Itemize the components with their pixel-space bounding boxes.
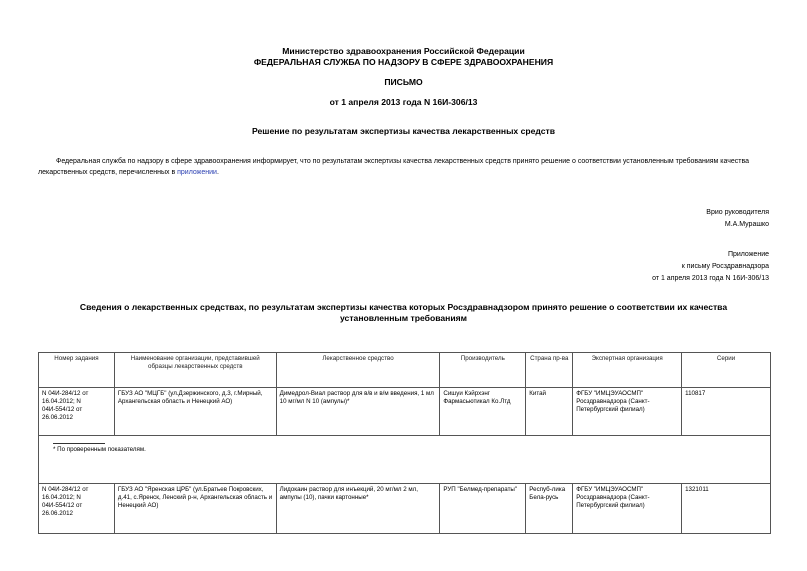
document-date-number: от 1 апреля 2013 года N 16И-306/13: [329, 97, 478, 107]
body-paragraph: [38, 156, 771, 178]
body-text-end: .: [216, 169, 219, 176]
footnote-text: * По проверенным показателям.: [53, 446, 146, 453]
cell-expert: ФГБУ "ИМЦЭУАОСМП" Росздравнадзора (Санкт-Петербургский филиал): [573, 388, 682, 436]
ministry-name: Министерство здравоохранения Российской Федерации: [282, 46, 525, 56]
drugs-table: [38, 352, 771, 534]
appendix-title: Сведения о лекарственных средствах, по результатам экспертизы качества которых Росздравнадзором принято решение о соответствии их качества установленным требованиям: [79, 302, 728, 323]
table-footnote-row: [39, 436, 771, 484]
footnote-cell: [39, 436, 771, 484]
cell-org: ГБУЗ АО "Яренская ЦРБ" (ул.Братьев Покровских, д.41, с.Яренск, Ленский р-н, Архангельская область и Ненецкий АО): [114, 484, 276, 534]
table-row: [39, 484, 771, 534]
cell-series: 110817: [682, 388, 771, 436]
cell-country: Респуб-лика Бела-русь: [526, 484, 573, 534]
appendix-label: Приложение: [727, 251, 769, 258]
table-header-row: [39, 353, 771, 388]
col-header-drug: Лекарственное средство: [276, 353, 440, 388]
col-header-series: Серии: [682, 353, 771, 388]
document-subject: Решение по результатам экспертизы качества лекарственных средств: [251, 126, 556, 136]
col-header-country: Страна пр-ва: [526, 353, 573, 388]
cell-country: Китай: [526, 388, 573, 436]
cell-manufacturer: РУП "Белмед-препараты": [440, 484, 526, 534]
cell-expert: ФГБУ "ИМЦЭУАОСМП" Росздравнадзора (Санкт-Петербургский филиал): [573, 484, 682, 534]
appendix-date-ref: от 1 апреля 2013 года N 16И-306/13: [652, 275, 769, 282]
body-text: Федеральная служба по надзору в сфере здравоохранения информирует, что по результатам экспертизы качества лекарственных средств принято решение о соответствии установленным требованиям качества лекарственных средств, перечисленных в: [38, 158, 750, 176]
signature-position: Врио руководителя: [706, 209, 769, 216]
col-header-org: Наименование организации, представившей образцы лекарственных средств: [114, 353, 276, 388]
cell-manufacturer: Сишуи Кэйрхэнг Фармасьютикал Ко.Лтд: [440, 388, 526, 436]
cell-org: ГБУЗ АО "МЦГБ" (ул.Дзержинского, д.3, г.Мирный, Архангельская область и Ненецкий АО): [114, 388, 276, 436]
cell-task: N 04И-284/12 от 16.04.2012; N 04И-554/12 от 26.06.2012: [39, 484, 115, 534]
col-header-manufacturer: Производитель: [440, 353, 526, 388]
table-row: [39, 388, 771, 436]
footnote-rule: [53, 443, 105, 444]
service-name: ФЕДЕРАЛЬНАЯ СЛУЖБА ПО НАДЗОРУ В СФЕРЕ ЗДРАВООХРАНЕНИЯ: [253, 57, 554, 67]
appendix-link[interactable]: приложении: [177, 169, 217, 176]
cell-task: N 04И-284/12 от 16.04.2012; N 04И-554/12 от 26.06.2012: [39, 388, 115, 436]
col-header-task: Номер задания: [39, 353, 115, 388]
col-header-expert: Экспертная организация: [573, 353, 682, 388]
cell-drug: Димедрол-Виал раствор для в/в и в/м введения, 1 мл 10 мг/мл N 10 (ампулы)*: [276, 388, 440, 436]
document-type: ПИСЬМО: [384, 77, 423, 87]
appendix-letter-ref: к письму Росздравнадзора: [681, 263, 769, 270]
cell-series: 1321011: [682, 484, 771, 534]
signature-name: М.А.Мурашко: [724, 221, 769, 228]
cell-drug: Лидокаин раствор для инъекций, 20 мг/мл 2 мл, ампулы (10), пачки картонные*: [276, 484, 440, 534]
